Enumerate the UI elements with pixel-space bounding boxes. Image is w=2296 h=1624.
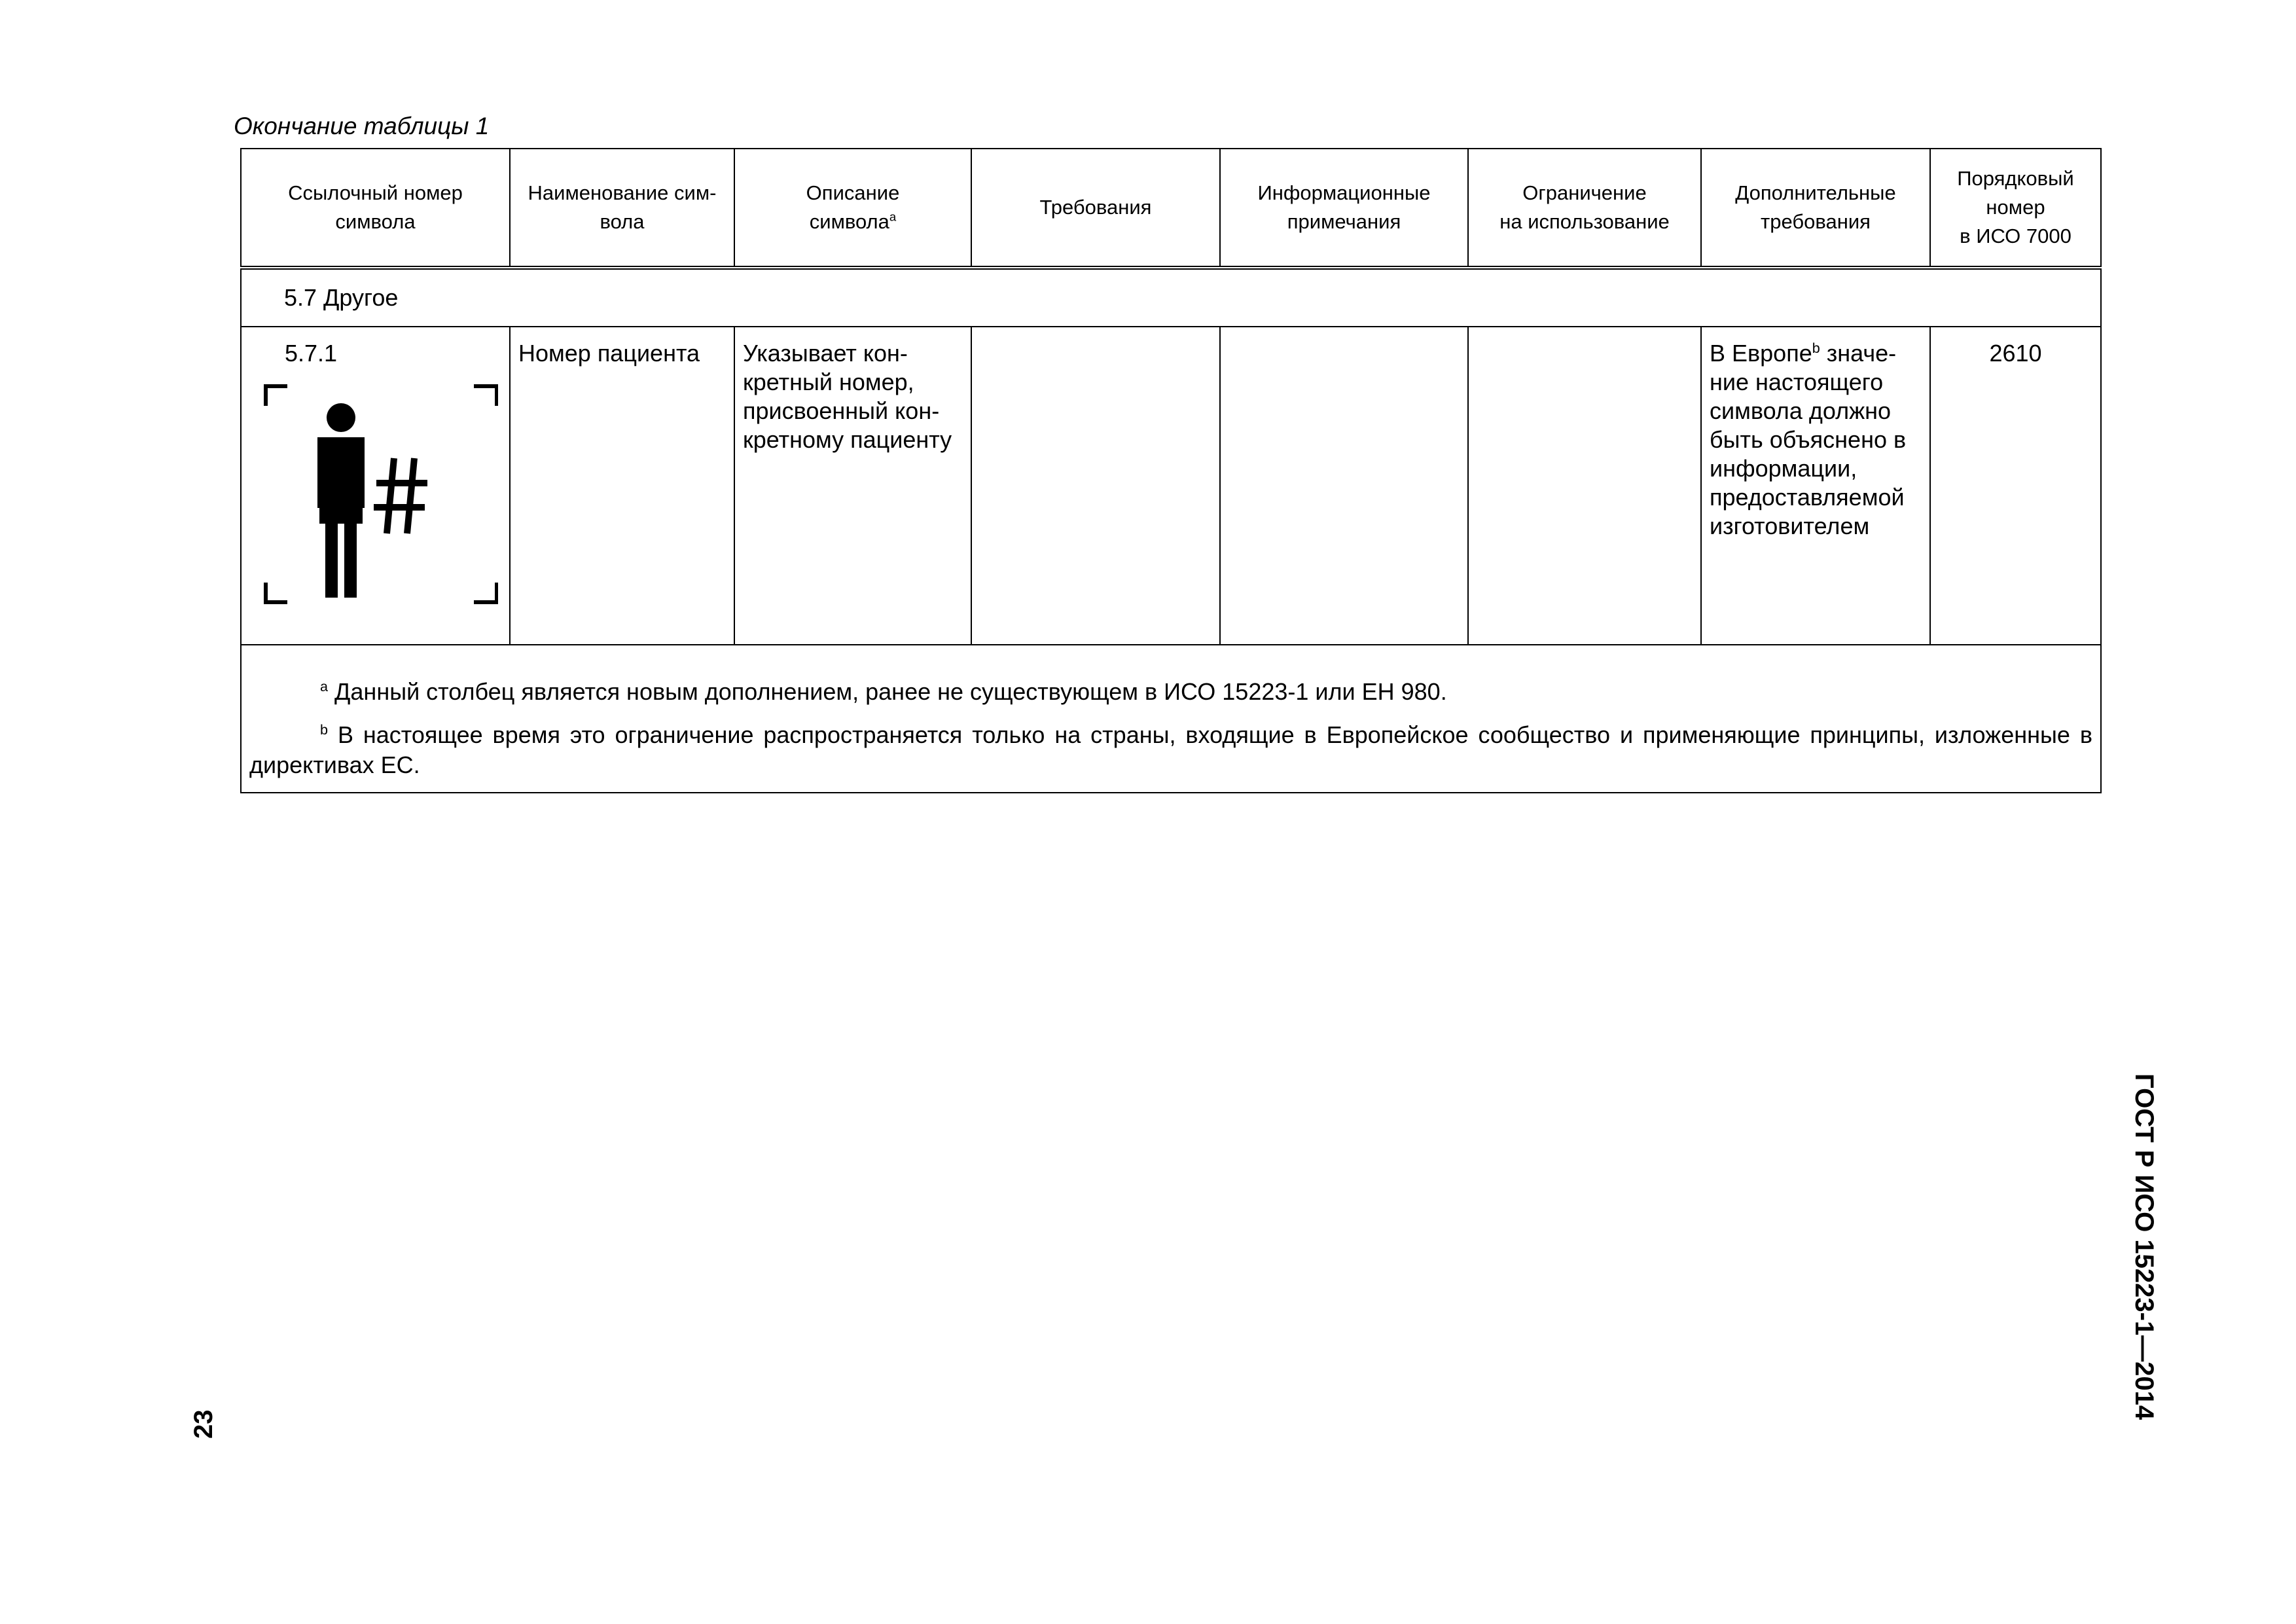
footnotes-row bbox=[241, 645, 2101, 793]
patient-number-icon bbox=[249, 373, 498, 609]
header-iso7000-number: Порядковый номер в ИСО 7000 bbox=[1930, 149, 2101, 268]
cell-symbol-name: Номер пациента bbox=[510, 327, 734, 645]
cell-ref-number bbox=[241, 327, 510, 645]
header-symbol-description: Описание символа$^a$ bbox=[734, 149, 971, 268]
header-symbol-name: Наименование сим- вола bbox=[510, 149, 734, 268]
cell-additional-requirements: В Европе$^b$ значе- ние настоящего символа должно быть объяснено в информации, предоставляемой изготовителем bbox=[1701, 327, 1930, 645]
header-additional-requirements: Дополнительные требования bbox=[1701, 149, 1930, 268]
cell-requirements bbox=[971, 327, 1220, 645]
ref-number: 5.7.1 bbox=[285, 340, 338, 367]
table-header-row bbox=[241, 149, 2101, 268]
standard-identifier: ГОСТ Р ИСО 15223-1—2014 bbox=[2130, 1074, 2159, 1420]
table-caption: Окончание таблицы 1 bbox=[234, 113, 490, 139]
section-title: 5.7 Другое bbox=[241, 268, 2101, 327]
footnote-marker-a: a bbox=[889, 209, 897, 224]
footnote-b: $^b$ В настоящее время это ограничение распространяется только на страны, входящие в Европейское сообщество и применяющие принципы, изложенные в директивах ЕС. bbox=[249, 721, 2092, 778]
header-requirements: Требования bbox=[971, 149, 1220, 268]
cell-info-notes bbox=[1220, 327, 1468, 645]
footnote-marker-b: b bbox=[1812, 340, 1820, 356]
cell-symbol-description: Указывает кон- кретный номер, присвоенный кон- кретному пациенту bbox=[734, 327, 971, 645]
header-restriction: Ограничение на использование bbox=[1468, 149, 1701, 268]
page-number: 23 bbox=[189, 1409, 218, 1439]
cell-iso7000-number: 2610 bbox=[1930, 327, 2101, 645]
footnote-a: $^a$ Данный столбец является новым дополнением, ранее не существующем в ИСО 15223-1 или ЕН 980. bbox=[320, 678, 1447, 705]
footnotes bbox=[241, 645, 2101, 793]
cell-restriction bbox=[1468, 327, 1701, 645]
symbols-table bbox=[240, 148, 2102, 793]
table-row bbox=[241, 327, 2101, 645]
section-row bbox=[241, 268, 2101, 327]
header-ref-number: Ссылочный номер символа bbox=[241, 149, 510, 268]
header-info-notes: Информационные примечания bbox=[1220, 149, 1468, 268]
